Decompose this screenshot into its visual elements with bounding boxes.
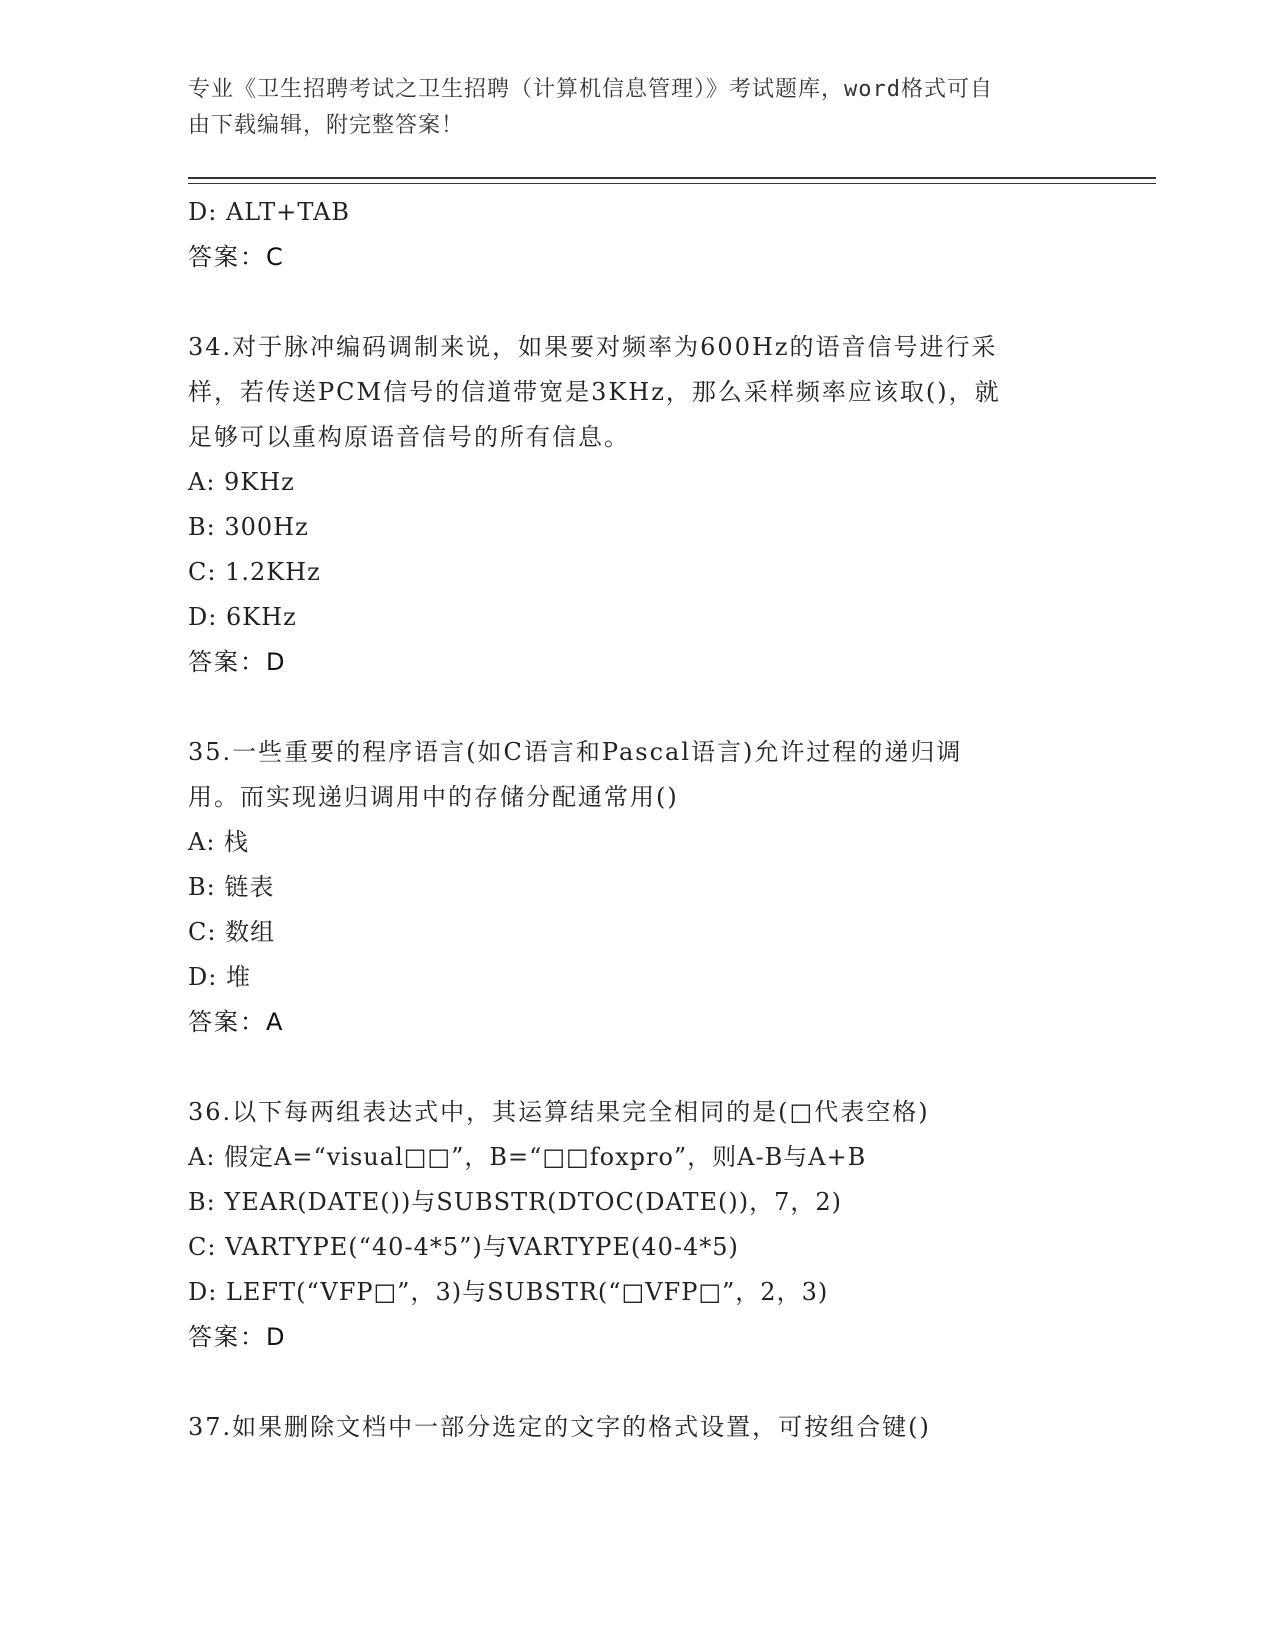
question-text-line: 34.对于脉冲编码调制来说，如果要对频率为600Hz的语音信号进行采 — [188, 333, 998, 361]
question-34 — [188, 325, 1088, 685]
header-line-2: 由下载编辑，附完整答案！ — [188, 113, 465, 138]
question-35 — [188, 730, 1088, 1045]
answer-line: 答案：D — [188, 648, 287, 676]
option-d: D: 堆 — [188, 963, 251, 991]
option-b: B: YEAR(DATE())与SUBSTR(DTOC(DATE())，7，2) — [188, 1188, 842, 1216]
option-c: C: 数组 — [188, 918, 276, 946]
question-text-line: 足够可以重构原语音信号的所有信息。 — [188, 423, 630, 451]
option-d: D: ALT+TAB — [188, 198, 351, 226]
option-a: A: 栈 — [188, 828, 250, 856]
answer-line: 答案：C — [188, 243, 285, 271]
question-text-line: 35.一些重要的程序语言(如C语言和Pascal语言)允许过程的递归调 — [188, 738, 963, 766]
header-rule-thick — [188, 177, 1156, 179]
question-text-line: 用。而实现递归调用中的存储分配通常用() — [188, 783, 679, 811]
option-a: A: 9KHz — [188, 468, 295, 496]
document-body — [188, 190, 1088, 1450]
header-rule-thin — [188, 183, 1156, 184]
question-37 — [188, 1405, 1088, 1450]
option-d: D: 6KHz — [188, 603, 297, 631]
answer-line: 答案：D — [188, 1323, 287, 1351]
question-text-line: 36.以下每两组表达式中，其运算结果完全相同的是(□代表空格) — [188, 1098, 930, 1126]
question-text-line: 样，若传送PCM信号的信道带宽是3KHz，那么采样频率应该取()，就 — [188, 378, 1001, 406]
option-b: B: 链表 — [188, 873, 275, 901]
option-c: C: VARTYPE(“40-4*5”)与VARTYPE(40-4*5) — [188, 1233, 739, 1261]
option-a: A: 假定A=“visual□□”，B=“□□foxpro”，则A-B与A+B — [188, 1143, 867, 1171]
question-36 — [188, 1090, 1088, 1360]
header-line-1: 专业《卫生招聘考试之卫生招聘（计算机信息管理）》考试题库，word格式可自 — [188, 77, 993, 102]
option-c: C: 1.2KHz — [188, 558, 321, 586]
answer-line: 答案：A — [188, 1008, 285, 1036]
document-header — [188, 72, 1068, 144]
question-text-line: 37.如果删除文档中一部分选定的文字的格式设置，可按组合键() — [188, 1413, 931, 1441]
option-b: B: 300Hz — [188, 513, 309, 541]
option-d: D: LEFT(“VFP□”，3)与SUBSTR(“□VFP□”，2，3) — [188, 1278, 829, 1306]
